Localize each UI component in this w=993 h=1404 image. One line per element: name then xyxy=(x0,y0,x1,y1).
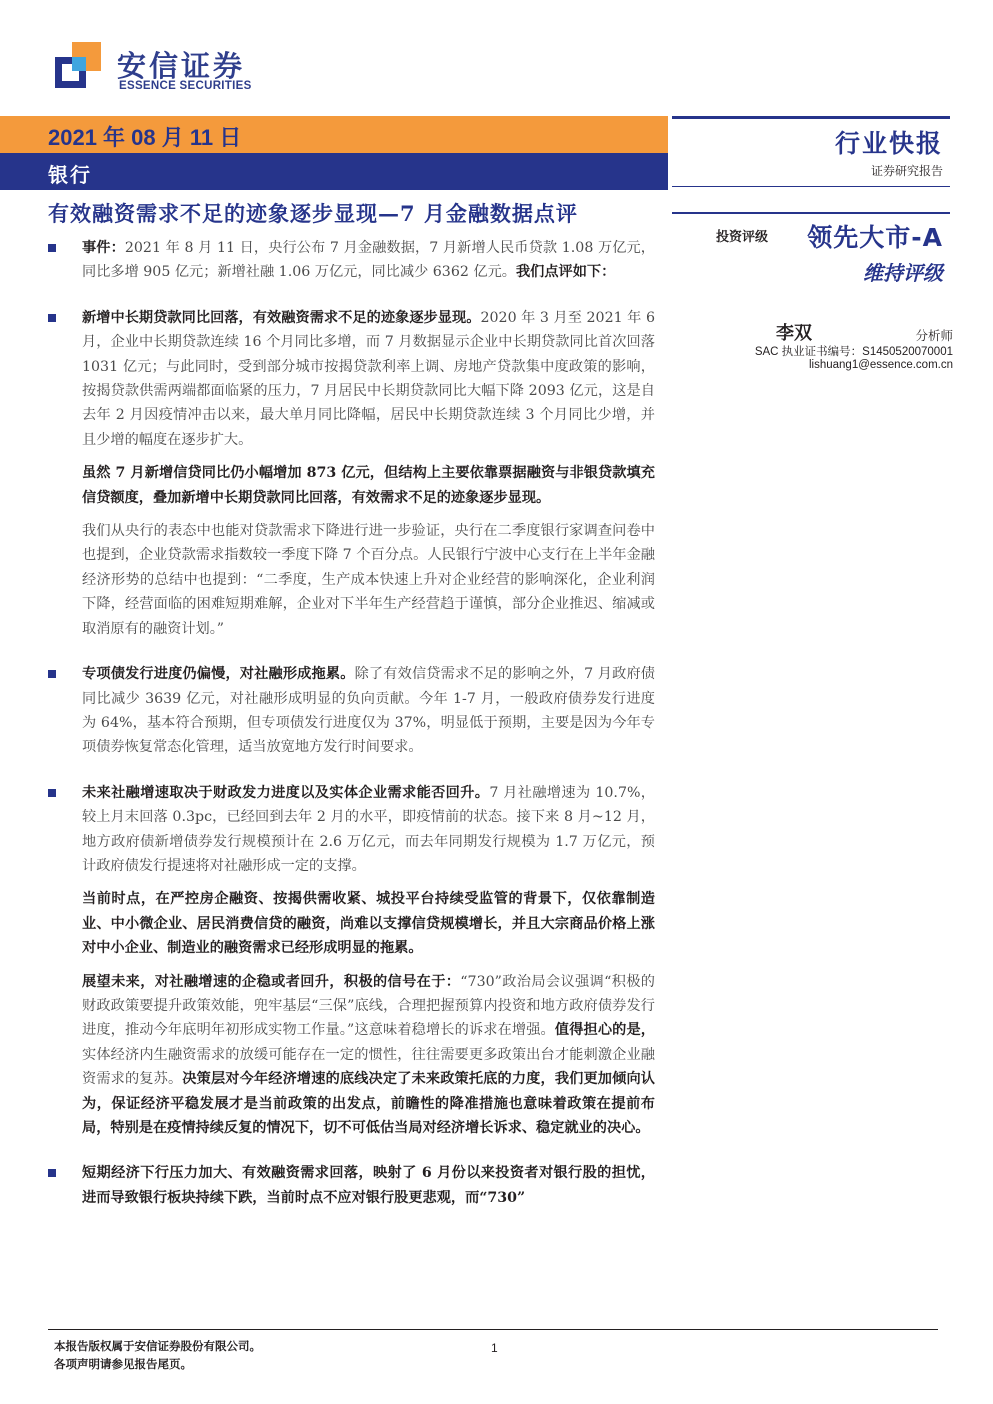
paragraph-pboc-survey xyxy=(48,519,655,641)
paragraph-lead: 事件： xyxy=(82,240,125,256)
disclaimer-note: 各项声明请参见报告尾页。 xyxy=(54,1357,192,1371)
logo-name-cn: 安信证券 xyxy=(117,49,246,83)
paragraph-current-situation xyxy=(48,887,655,960)
analyst-role: 分析师 xyxy=(915,328,953,343)
rating-label: 投资评级 xyxy=(716,230,769,245)
paragraph-text: 我们从央行的表态中也能对贷款需求下降进行进一步验证，央行在二季度银行家调查问卷中也提到，企业贷款需求指数较一季度下降 7 个百分点。人民银行宁波中心支行在上半年金融经济形势的总结中也提到：“二季度，生产成本快速上升对企业经营的影响深化，企业利润下降，经营面临的困难短期难解，企业对下半年生产经营趋于谨慎，部分企业推迟、缩减或取消原有的融资计划。” xyxy=(82,523,655,637)
paragraph-text: 7 月社融增速为 10.7%，较上月末回落 0.3pc，已经回到去年 2 月的水平，即疫情前的状态。接下来 8 月~12 月，地方政府债新增债券发行规模预计在 2.6 万亿元，而去年同期发行规模为 1.7 万亿元，预计政府债发行提速将对社融形成一定的支撑。 xyxy=(82,784,655,874)
divider xyxy=(672,186,950,187)
logo-mark-icon xyxy=(55,42,101,88)
bullet-icon xyxy=(48,244,56,252)
rating-action: 维持评级 xyxy=(863,261,943,285)
report-body xyxy=(48,236,655,1231)
paragraph-tail: 我们点评如下： xyxy=(515,264,616,281)
analyst-cert: SAC 执业证书编号：S1450520070001 xyxy=(754,346,953,358)
bullet-icon xyxy=(48,670,56,678)
paragraph-text: “730”政治局会议强调“积极的财政政策要提升政策效能，兜牢基层“三保”底线，合理把握预算内投资和地方政府债券发行进度，推动今年底明年初形成实物工作量。”这意味着稳增长的诉求在增强。 xyxy=(82,973,655,1039)
paragraph-lead: 新增中长期贷款同比回落，有效融资需求不足的迹象逐步显现。 xyxy=(82,309,481,326)
paragraph-social-financing-outlook xyxy=(48,781,655,879)
divider xyxy=(672,212,950,214)
paragraph-text: 当前时点，在严控房企融资、按揭供需收紧、城投平台持续受监管的背景下，仅依靠制造业、中小微企业、居民消费信贷的融资，尚难以支撑信贷规模增长，并且大宗商品价格上涨对中小企业、制造业的融资需求已经形成明显的拖累。 xyxy=(82,891,655,957)
divider xyxy=(672,116,950,119)
report-date: 2021 年 08 月 11 日 xyxy=(48,125,242,150)
paragraph-outlook xyxy=(48,970,655,1141)
report-type: 行业快报 xyxy=(834,129,943,158)
paragraph-lead: 专项债发行进度仍偏慢，对社融形成拖累。 xyxy=(82,666,355,683)
bullet-icon xyxy=(48,789,56,797)
rating-value: 领先大市-A xyxy=(807,223,943,252)
page-number: 1 xyxy=(491,1341,498,1355)
paragraph-text: 短期经济下行压力加大、有效融资需求回落，映射了 6 月份以来投资者对银行股的担忧，进而导致银行板块持续下跌，当前时点不应对银行股更悲观，而“730” xyxy=(82,1165,655,1206)
paragraph-credit-structure xyxy=(48,461,655,510)
paragraph-mid-long-loans xyxy=(48,306,655,452)
paragraph-text: 2020 年 3 月至 2021 年 6 月，企业中长期贷款连续 16 个月同比多增，而 7 月数据显示企业中长期贷款同比首次回落 1031 亿元；与此同时，受到部分城市按揭贷款利率上调、房地产贷款集中度政策的影响，按揭贷款供需两端都面临紧的压力，7 月居民中长期贷款同比大幅下降 2093 亿元，这是自去年 2 月因疫情冲击以来，最大单月同比降幅，居民中长期贷款连续 3 个月同比少增，并且少增的幅度在逐步扩大。 xyxy=(82,309,655,448)
paragraph-special-bonds xyxy=(48,662,655,760)
paragraph-text: 2021 年 8 月 11 日，央行公布 7 月金融数据，7 月新增人民币贷款 1.08 万亿元，同比多增 905 亿元；新增社融 1.06 万亿元，同比减少 6362 亿元。 xyxy=(82,240,655,281)
paragraph-text: 虽然 7 月新增信贷同比仍小幅增加 873 亿元，但结构上主要依靠票据融资与非银贷款填充信贷额度，叠加新增中长期贷款同比回落，有效需求不足的迹象逐步显现。 xyxy=(82,465,655,506)
paragraph-emphasis: 值得担心的是， xyxy=(554,1022,655,1039)
report-subtitle: 证券研究报告 xyxy=(870,164,943,178)
bullet-icon xyxy=(48,314,56,322)
paragraph-lead: 展望未来，对社融增速的企稳或者回升，积极的信号在于： xyxy=(82,973,461,990)
paragraph-text: 实体经济内生融资需求的放缓可能存在一定的惯性，往往需要更多政策出台才能刺激企业融资需求的复苏。 xyxy=(82,1046,655,1088)
paragraph-text: 除了有效信贷需求不足的影响之外，7 月政府债同比减少 3639 亿元，对社融形成明显的负向贡献。今年 1-7 月，一般政府债券发行进度为 64%，基本符合预期，但专项债发行进度仅为 37%，明显低于预期，主要是因为今年专项债券恢复常态化管理，适当放宽地方发行时间要求。 xyxy=(82,666,655,756)
copyright-notice: 本报告版权属于安信证券股份有限公司。 xyxy=(54,1339,261,1353)
paragraph-event xyxy=(48,236,655,285)
company-logo xyxy=(55,42,305,98)
logo-name-en: ESSENCE SECURITIES xyxy=(119,80,252,92)
bullet-icon xyxy=(48,1169,56,1177)
paragraph-bank-stocks xyxy=(48,1161,655,1210)
analyst-email[interactable]: lishuang1@essence.com.cn xyxy=(808,359,953,371)
page-title: 有效融资需求不足的迹象逐步显现—7 月金融数据点评 xyxy=(48,201,578,226)
footer-divider xyxy=(48,1329,938,1330)
paragraph-emphasis: 决策层对今年经济增速的底线决定了未来政策托底的力度，我们更加倾向认为，保证经济平稳发展才是当前政策的出发点，前瞻性的降准措施也意味着政策在提前布局，特别是在疫情持续反复的情况下，切不可低估当局对经济增长诉求、稳定就业的决心。 xyxy=(82,1071,655,1136)
sector-bar xyxy=(0,153,668,190)
analyst-name: 李双 xyxy=(776,323,812,344)
sector-label: 银行 xyxy=(48,163,92,187)
paragraph-lead: 未来社融增速取决于财政发力进度以及实体企业需求能否回升。 xyxy=(82,784,490,801)
